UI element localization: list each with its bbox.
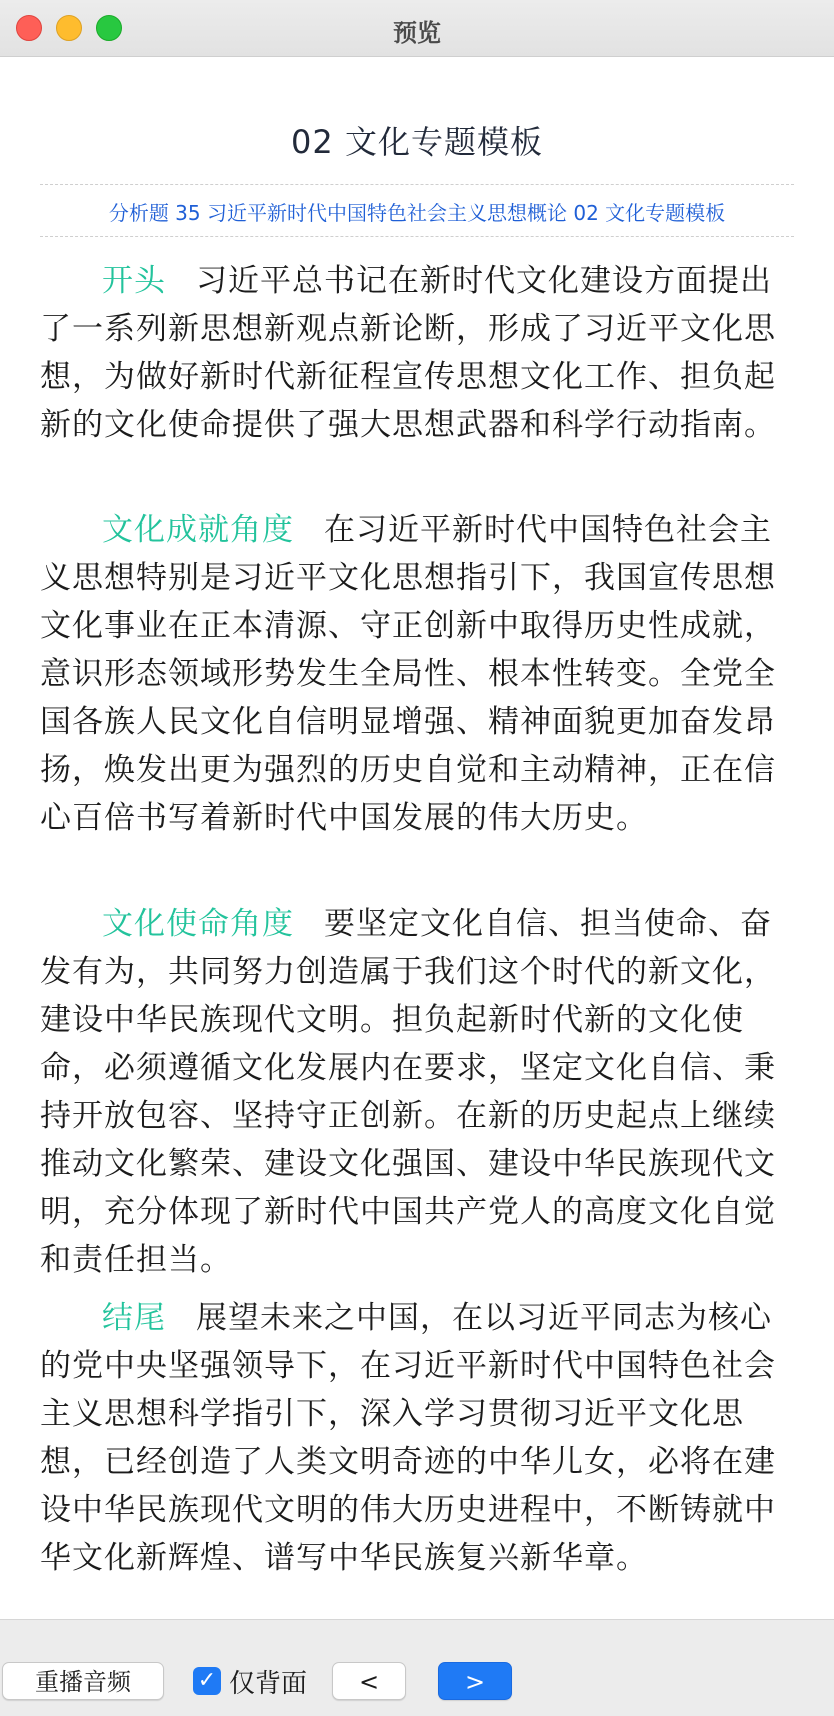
paragraph-label: 文化使命角度: [102, 906, 294, 942]
back-only-label[interactable]: 仅背面: [229, 1668, 308, 1699]
paragraph-text: 要坚定文化自信、担当使命、奋发有为，共同努力创造属于我们这个时代的新文化，建设中华民族现代文明。担负起新时代新的文化使命，必须遵循文化发展内在要求，坚定文化自信、秉持开放包容、坚持守正创新。在新的历史起点上继续推动文化繁荣、建设文化强国、建设中华民族现代文明，充分体现了新时代中国共产党人的高度文化自觉和责任担当。: [40, 906, 776, 1278]
paragraph-ending: [40, 1294, 794, 1582]
paragraph-opening: [40, 257, 794, 449]
bottom-toolbar: [0, 1619, 834, 1716]
card-content[interactable]: [0, 57, 834, 1619]
divider-top: [40, 184, 794, 185]
previous-button[interactable]: <: [332, 1662, 406, 1700]
title-bar[interactable]: [0, 0, 834, 57]
checkmark-icon[interactable]: ✓: [193, 1667, 221, 1695]
back-only-toggle[interactable]: [193, 1665, 307, 1697]
next-button[interactable]: >: [438, 1662, 512, 1700]
paragraph-text: 展望未来之中国，在以习近平同志为核心的党中央坚强领导下，在习近平新时代中国特色社会主义思想科学指引下，深入学习贯彻习近平文化思想，已经创造了人类文明奇迹的中华儿女，必将在建设中华民族现代文明的伟大历史进程中，不断铸就中华文化新辉煌、谱写中华民族复兴新华章。: [40, 1300, 776, 1576]
paragraph-achievement: [40, 506, 794, 842]
paragraph-text: 习近平总书记在新时代文化建设方面提出了一系列新思想新观点新论断，形成了习近平文化思想，为做好新时代新征程宣传思想文化工作、担负起新的文化使命提供了强大思想武器和科学行动指南。: [40, 263, 776, 443]
paragraph-mission: [40, 900, 794, 1284]
replay-audio-button[interactable]: 重播音频: [2, 1662, 164, 1700]
divider-bottom: [40, 236, 794, 237]
paragraph-label: 文化成就角度: [102, 512, 294, 548]
page-title: 02 文化专题模板: [291, 123, 543, 161]
window-title: 预览: [393, 19, 441, 47]
subtitle: 分析题 35 习近平新时代中国特色社会主义思想概论 02 文化专题模板: [108, 201, 726, 225]
paragraph-label: 结尾: [102, 1300, 166, 1336]
paragraph-label: 开头: [102, 263, 166, 299]
paragraph-text: 在习近平新时代中国特色社会主义思想特别是习近平文化思想指引下，我国宣传思想文化事业在正本清源、守正创新中取得历史性成就，意识形态领域形势发生全局性、根本性转变。全党全国各族人民文化自信明显增强、精神面貌更加奋发昂扬，焕发出更为强烈的历史自觉和主动精神，正在信心百倍书写着新时代中国发展的伟大历史。: [40, 512, 776, 836]
